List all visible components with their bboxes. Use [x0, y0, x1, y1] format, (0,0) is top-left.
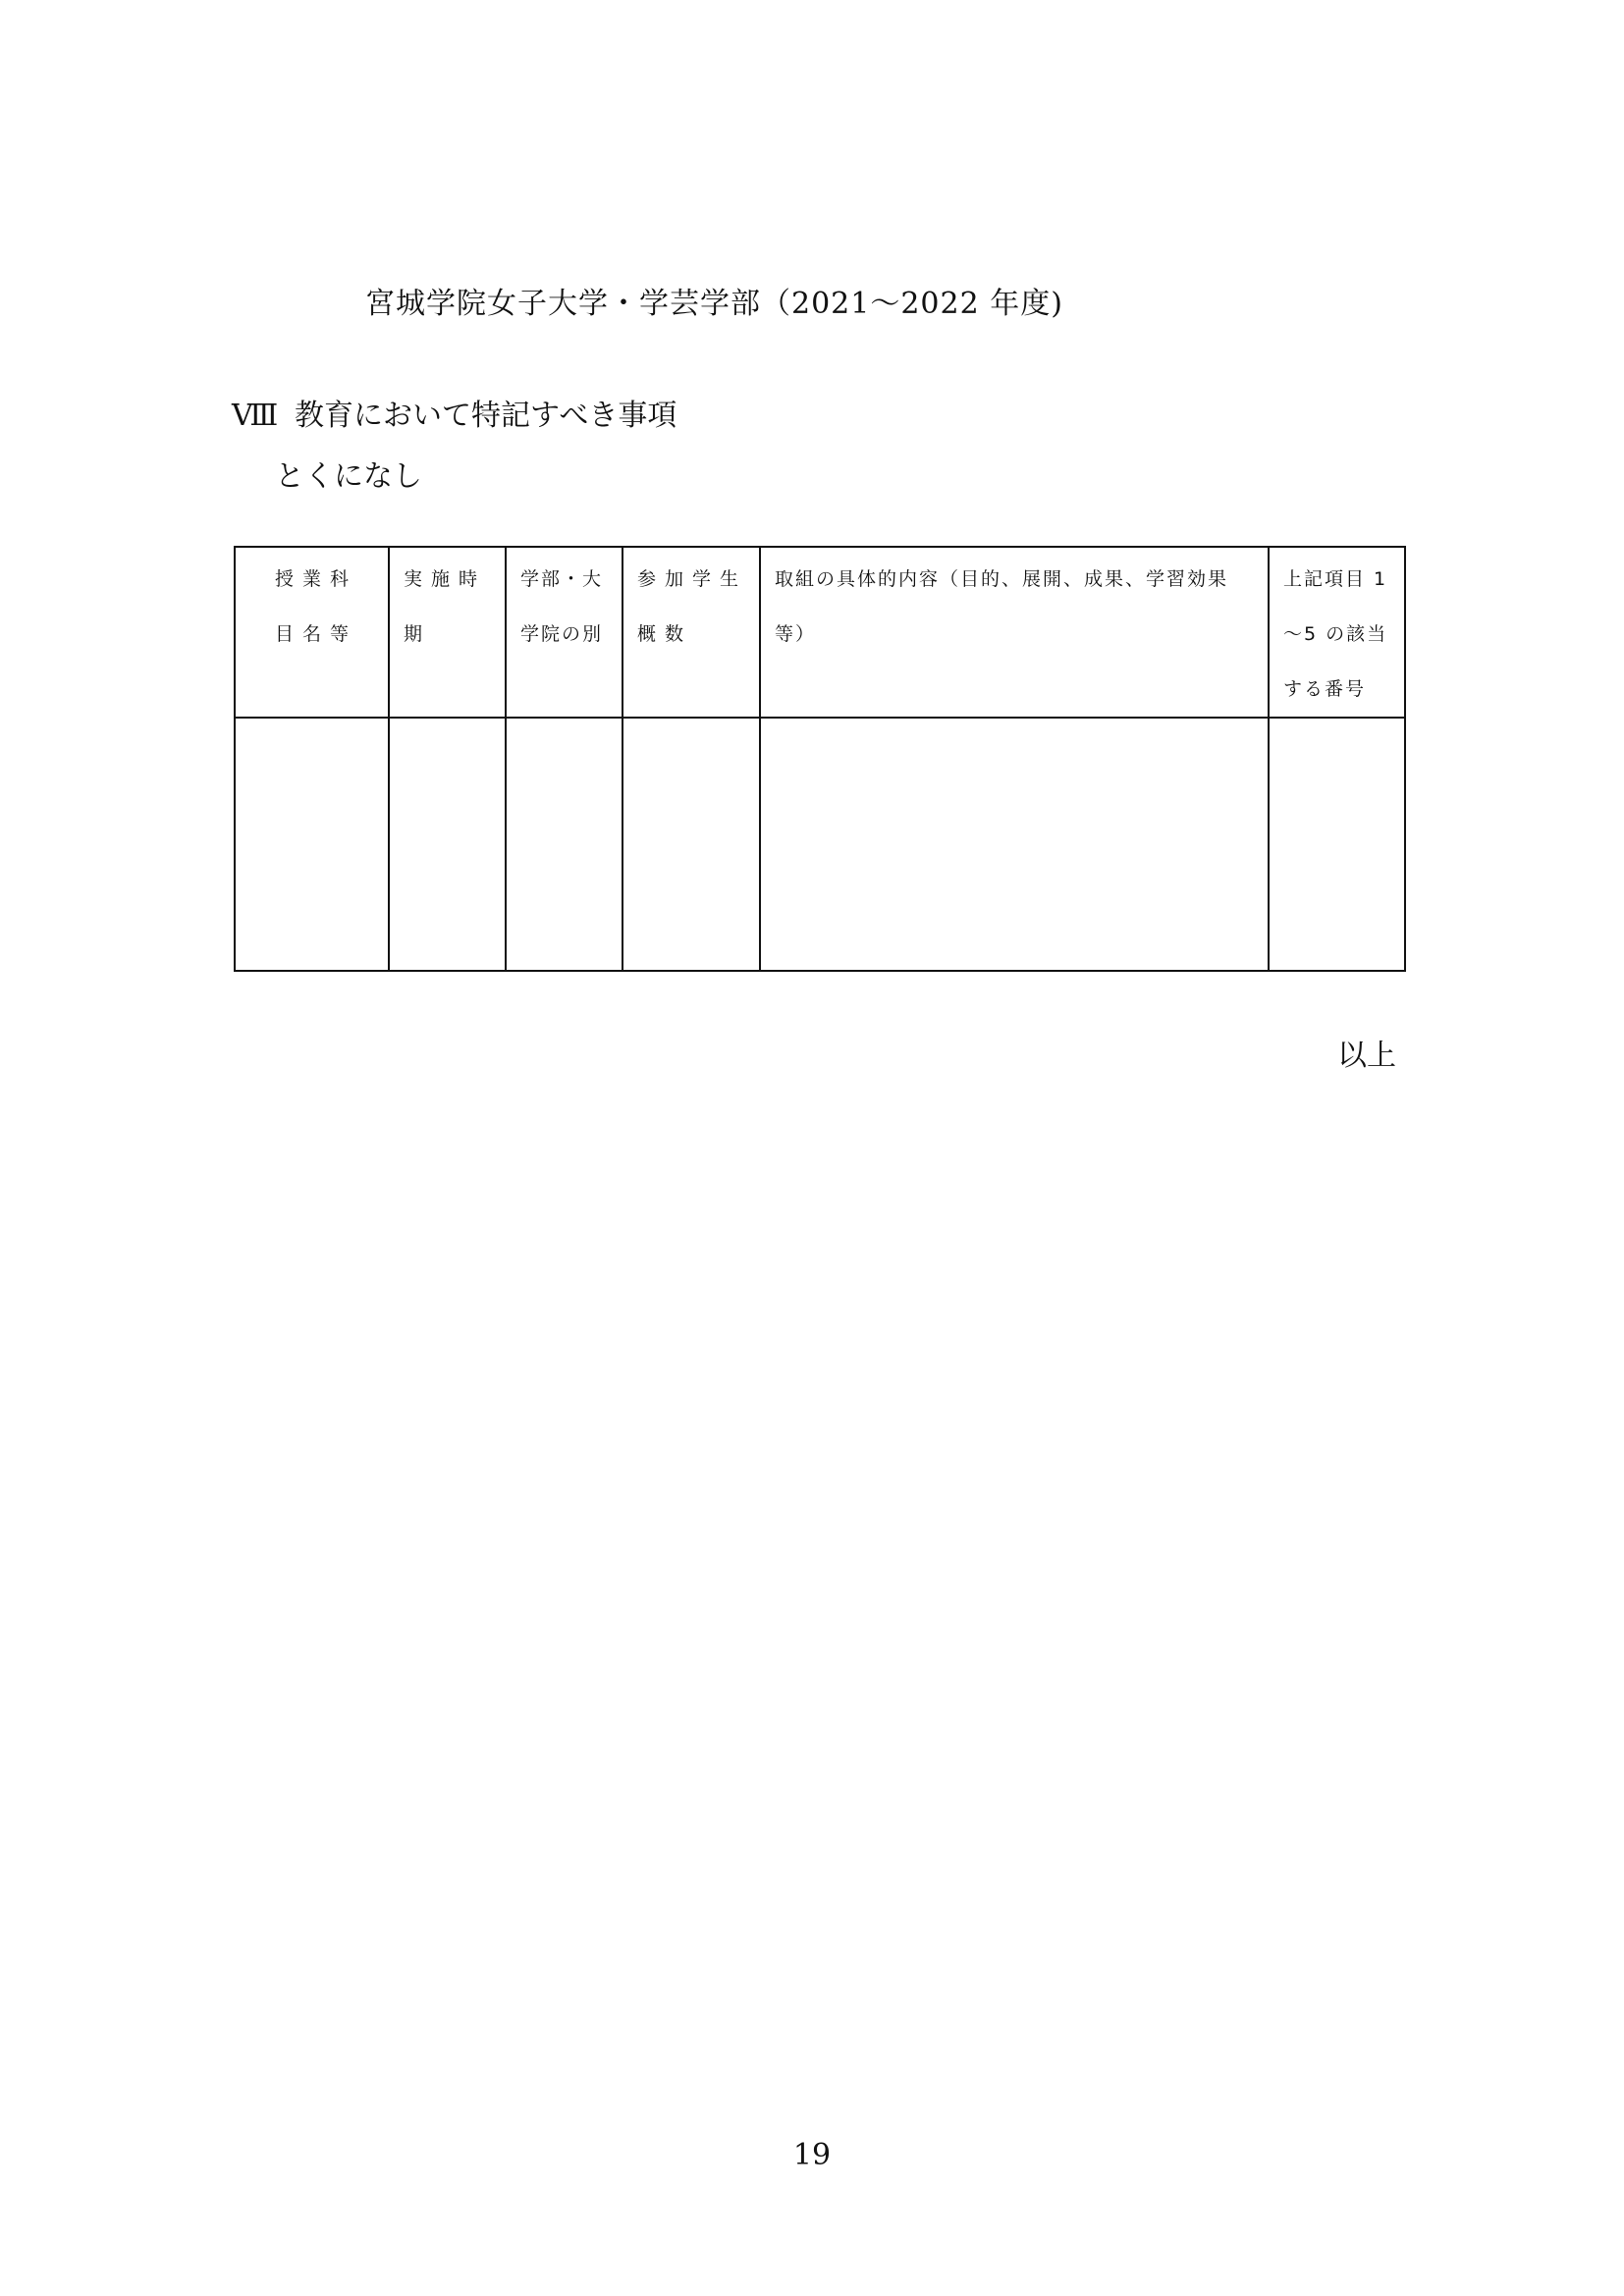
table-cell-students	[623, 718, 760, 971]
column-header-content: 取組の具体的内容（目的、展開、成果、学習効果等）	[760, 547, 1269, 718]
section-heading	[232, 391, 677, 434]
table-row	[235, 718, 1405, 971]
column-header-faculty: 学部・大学院の別	[506, 547, 623, 718]
column-header-period: 実施時期	[389, 547, 506, 718]
column-header-course: 授業科目名等	[235, 547, 389, 718]
table-cell-faculty	[506, 718, 623, 971]
table-cell-period	[389, 718, 506, 971]
table-cell-course	[235, 718, 389, 971]
table-cell-item-number	[1269, 718, 1405, 971]
page-number: 19	[792, 2138, 832, 2172]
column-header-item-number: 上記項目 1～5 の該当する番号	[1269, 547, 1405, 718]
section-heading-text: 教育において特記すべき事項	[295, 399, 677, 433]
education-record-table	[234, 546, 1406, 972]
closing-text: 以上	[1337, 1039, 1396, 1073]
table-header-row	[235, 547, 1405, 718]
document-title: 宮城学院女子大学・学芸学部（2021～2022 年度)	[365, 287, 1063, 321]
column-header-students: 参加学生概数	[623, 547, 760, 718]
table-cell-content	[760, 718, 1269, 971]
section-note: とくになし	[275, 459, 422, 494]
section-number: Ⅷ	[232, 399, 279, 433]
